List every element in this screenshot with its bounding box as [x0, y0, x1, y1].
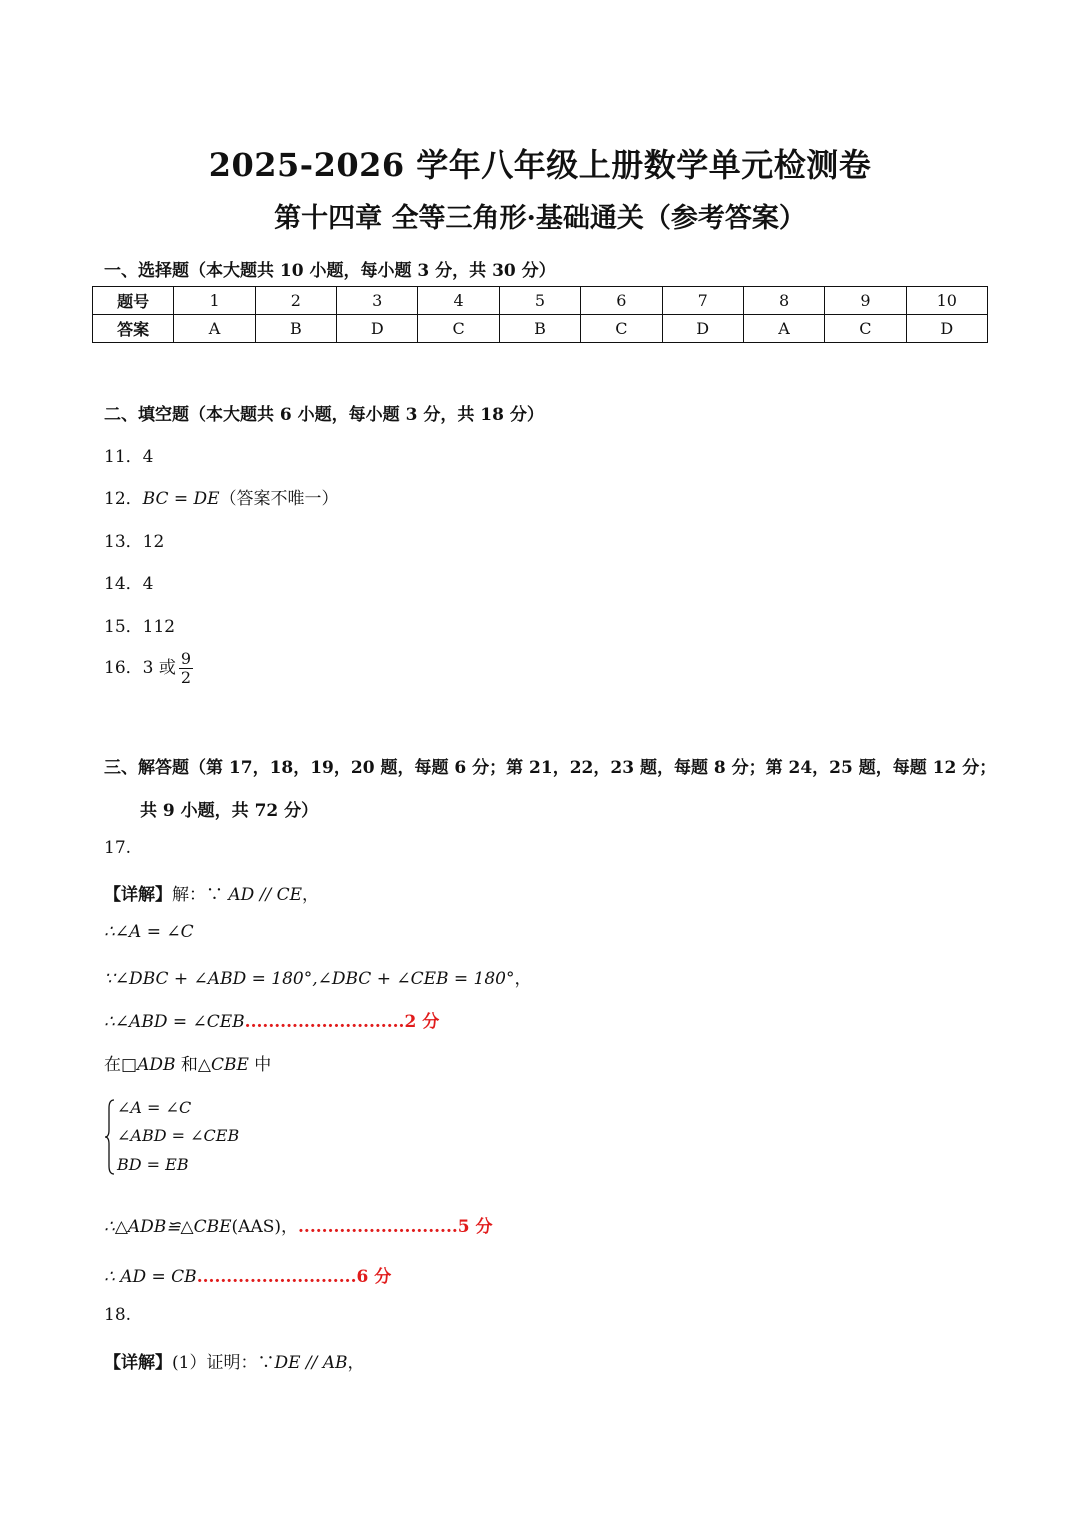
multiple-choice-answer-table [92, 286, 988, 343]
q17-label: 17. [104, 838, 132, 858]
answer-q12 [104, 484, 339, 509]
q17-l3-tail: ， [514, 969, 532, 989]
q18-l1-tail: ， [347, 1353, 365, 1373]
detail-tag: 【详解】 [104, 1353, 172, 1373]
q17-l6-expression: ∴△ADB≌△CBE [104, 1217, 232, 1237]
answer-cell: D [662, 315, 743, 343]
page-subtitle: 第十四章 全等三角形·基础通关（参考答案） [274, 203, 806, 234]
q17-line-2: ∴∠A = ∠C [104, 922, 194, 942]
q12-number: 12． [104, 489, 143, 509]
section-3-heading-line1: 三、解答题（第 17，18，19，20 题，每题 6 分；第 21，22，23 题，每题 8 分；第 24，25 题，每题 12 分； [104, 758, 997, 778]
q18-label: 18. [104, 1305, 132, 1325]
question-number-cell: 9 [825, 287, 906, 315]
q17-l5-b: CBE [210, 1055, 249, 1075]
answer-q14: 14．4 [104, 574, 154, 594]
question-number-cell: 2 [255, 287, 336, 315]
q12-expression: BC = DE [142, 489, 220, 509]
q16-fraction [179, 650, 193, 687]
q12-note: （答案不唯一） [219, 489, 339, 509]
system-eq-3: BD = EB [117, 1155, 189, 1174]
detail-tag: 【详解】 [104, 885, 172, 905]
answer-q16 [104, 650, 193, 687]
question-number-row [93, 287, 988, 315]
score-marker: ...........................6 分 [196, 1267, 392, 1287]
q17-line-6 [104, 1212, 493, 1237]
q16-prefix: 16．3 或 [104, 658, 176, 678]
system-eq-2: ∠ABD = ∠CEB [117, 1126, 240, 1145]
question-number-cell: 10 [906, 287, 987, 315]
q17-l4-expression: ∴∠ABD = ∠CEB [104, 1012, 245, 1032]
answer-cell: A [174, 315, 255, 343]
section-3-heading-line2: 共 9 小题，共 72 分） [140, 801, 319, 821]
row-label-answer: 答案 [93, 315, 174, 343]
page-title: 2025-2026 学年八年级上册数学单元检测卷 [208, 146, 872, 184]
q17-line-1 [104, 880, 319, 905]
question-number-cell: 8 [743, 287, 824, 315]
q16-numerator: 9 [180, 649, 192, 668]
question-number-cell: 5 [499, 287, 580, 315]
row-label-question-number: 题号 [93, 287, 174, 315]
q18-line-1 [104, 1348, 365, 1373]
q17-l6-tail: (AAS)， [231, 1217, 298, 1237]
q17-line-7 [104, 1262, 391, 1287]
q17-l5-a: ADB [137, 1055, 176, 1075]
q17-l3-expression: ∵∠DBC + ∠ABD = 180°,∠DBC + ∠CEB = 180° [104, 969, 515, 989]
question-number-cell: 3 [337, 287, 418, 315]
section-1-heading: 一、选择题（本大题共 10 小题，每小题 3 分，共 30 分） [104, 261, 556, 281]
q17-l1-tail: ， [302, 885, 319, 905]
section-2-heading: 二、填空题（本大题共 6 小题，每小题 3 分，共 18 分） [104, 405, 544, 425]
answer-cell: C [825, 315, 906, 343]
question-number-cell: 7 [662, 287, 743, 315]
question-number-cell: 6 [581, 287, 662, 315]
q17-l5-mid: 和△ [175, 1055, 211, 1075]
q17-l5-post: 中 [248, 1055, 272, 1075]
q17-l7-expression: ∴ AD = CB [104, 1267, 197, 1287]
q18-l1-expression: DE // AB [274, 1353, 348, 1373]
answer-cell: B [499, 315, 580, 343]
q17-line-5 [104, 1050, 271, 1075]
q17-l1-text: 解：∵ [172, 885, 229, 905]
answer-cell: A [743, 315, 824, 343]
answer-cell: C [418, 315, 499, 343]
q17-l5-pre: 在□ [104, 1055, 138, 1075]
question-number-cell: 4 [418, 287, 499, 315]
q17-line-4 [104, 1007, 439, 1032]
answer-q15: 15．112 [104, 617, 176, 637]
q17-line-3 [104, 964, 532, 989]
answer-cell: B [255, 315, 336, 343]
score-marker: ...........................5 分 [298, 1217, 493, 1237]
answer-q13: 13．12 [104, 532, 165, 552]
question-number-cell: 1 [174, 287, 255, 315]
answer-q11: 11．4 [104, 447, 154, 467]
score-marker: ...........................2 分 [244, 1012, 440, 1032]
answer-cell: D [337, 315, 418, 343]
answer-row [93, 315, 988, 343]
q16-denominator: 2 [180, 668, 192, 687]
answer-cell: D [906, 315, 987, 343]
q17-l1-expression: AD // CE [228, 885, 302, 905]
system-eq-1: ∠A = ∠C [117, 1098, 192, 1117]
q18-l1-text: (1）证明：∵ [172, 1353, 275, 1373]
answer-cell: C [581, 315, 662, 343]
equation-system-brace [104, 1098, 116, 1176]
